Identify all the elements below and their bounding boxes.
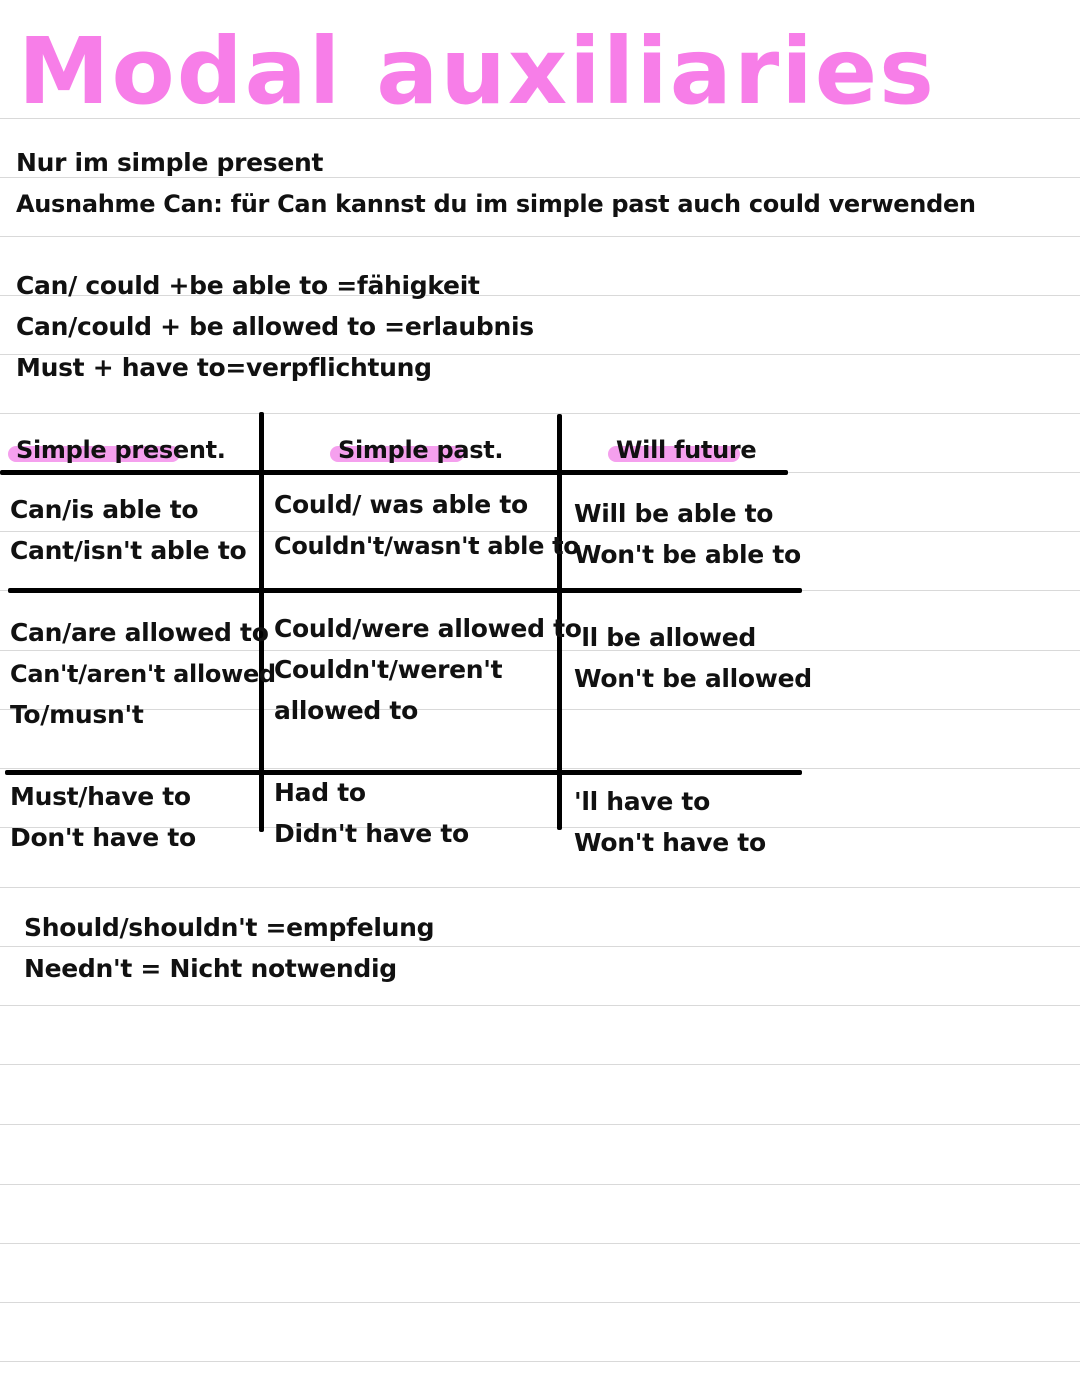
table-cell: Cant/isn't able to: [10, 536, 247, 565]
table-cell: Won't have to: [574, 828, 766, 857]
note-simple-present: Nur im simple present: [16, 148, 324, 177]
meaning-permission: Can/could + be allowed to =erlaubnis: [16, 312, 534, 341]
table-cell: Won't be allowed: [574, 664, 812, 693]
table-cell: Didn't have to: [274, 819, 469, 848]
table-cell: Must/have to: [10, 782, 191, 811]
row-divider: [0, 470, 788, 475]
note-neednt: Needn't = Nicht notwendig: [24, 954, 397, 983]
table-cell: Can/is able to: [10, 495, 199, 524]
table-cell: 'll be allowed: [574, 623, 756, 652]
header-simple-past: Simple past.: [338, 436, 504, 464]
table-cell: Couldn't/wasn't able to: [274, 532, 580, 560]
table-cell: Can/are allowed to: [10, 618, 269, 647]
note-exception: Ausnahme Can: für Can kannst du im simple past auch could verwenden: [16, 190, 976, 218]
table-cell: 'll have to: [574, 787, 710, 816]
table-cell: Don't have to: [10, 823, 196, 852]
row-divider: [8, 588, 802, 593]
table-cell: Couldn't/weren't: [274, 655, 503, 684]
table-cell: To/musn't: [10, 700, 144, 729]
table-cell: allowed to: [274, 696, 418, 725]
table-cell: Could/were allowed to: [274, 614, 582, 643]
meaning-ability: Can/ could +be able to =fähigkeit: [16, 271, 480, 300]
table-cell: Won't be able to: [574, 540, 801, 569]
table-cell: Could/ was able to: [274, 490, 528, 519]
header-simple-present: Simple present.: [16, 436, 226, 464]
table-cell: Can't/aren't allowed: [10, 660, 276, 688]
table-cell: Will be able to: [574, 499, 774, 528]
note-should: Should/shouldn't =empfelung: [24, 913, 435, 942]
header-will-future: Will future: [616, 436, 757, 464]
row-divider: [5, 770, 802, 775]
page-title: Modal auxiliaries: [18, 18, 936, 125]
meaning-obligation: Must + have to=verpflichtung: [16, 353, 432, 382]
table-cell: Had to: [274, 778, 366, 807]
